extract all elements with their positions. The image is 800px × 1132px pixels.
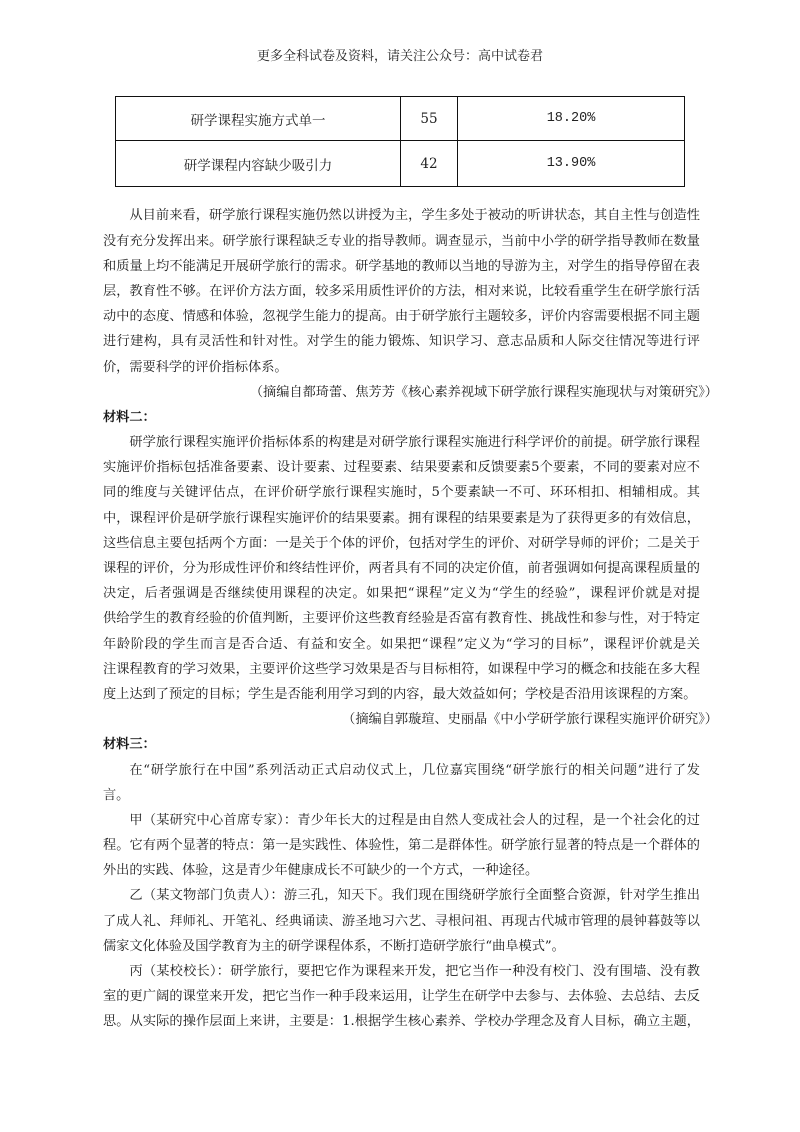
text-line: 没有充分发挥出来。研学旅行课程缺乏专业的指导教师。调查显示，当前中小学的研学指导教师在数量 xyxy=(103,233,700,249)
text-line: 言。 xyxy=(103,787,130,803)
text-line: 决定，后者强调是否继续使用课程的决定。如果把“课程”定义为“学生的经验”，课程评价就是对提 xyxy=(103,586,700,602)
table-cell-item: 研学课程内容缺少吸引力 xyxy=(116,141,401,187)
speaker-yi-paragraph xyxy=(103,883,700,959)
material2-paragraph xyxy=(103,430,700,707)
text-line: 这些信息主要包括两个方面：一是关于个体的评价，包括对学生的评价、对研学导师的评价；二是关于 xyxy=(103,535,700,551)
text-line: 甲（某研究中心首席专家）：青少年长大的过程是由自然人变成社会人的过程，是一个社会化的过 xyxy=(129,812,700,828)
survey-table xyxy=(115,96,685,187)
text-line: 课程的评价，分为形成性评价和终结性评价，两者具有不同的决定价值，前者强调如何提高课程质量的 xyxy=(103,561,700,577)
text-line: 了成人礼、拜师礼、开笔礼、经典诵读、游圣地习六艺、寻根问祖、再现古代城市管理的晨钟暮鼓等以 xyxy=(103,913,700,929)
table-cell-item: 研学课程实施方式单一 xyxy=(116,97,401,141)
text-line: 在“研学旅行在中国”系列活动正式启动仪式上，几位嘉宾围绕“研学旅行的相关问题”进行了发 xyxy=(129,762,700,778)
text-line: 进行建构，具有灵活性和针对性。对学生的能力锻炼、知识学习、意志品质和人际交往情况等进行评 xyxy=(103,334,700,350)
text-line: 中，课程评价是研学旅行课程实施评价的结果要素。拥有课程的结果要素是为了获得更多的有效信息， xyxy=(103,510,700,526)
header-notice: 更多全科试卷及资料，请关注公众号：高中试卷君 xyxy=(256,49,543,64)
text-line: 室的更广阔的课堂来开发，把它当作一种手段来运用，让学生在研学中去参与、去体验、去总结、去反 xyxy=(103,989,700,1005)
text-line: 思。从实际的操作层面上来讲，主要是：1.根据学生核心素养、学校办学理念及育人目标，确立主题， xyxy=(103,1014,700,1030)
material1-paragraph xyxy=(103,203,700,379)
text-line: 从目前来看，研学旅行课程实施仍然以讲授为主，学生多处于被动的听讲状态，其自主性与创造性 xyxy=(129,208,700,224)
material-heading: 材料二： xyxy=(103,409,156,425)
text-line: 和质量上均不能满足开展研学旅行的需求。研学基地的教师以当地的导游为主，对学生的指导停留在表 xyxy=(103,258,700,274)
text-line: 外出的实践、体验，这是青少年健康成长不可缺少的一个方式，一种途径。 xyxy=(103,863,539,879)
text-line: 动中的态度、情感和体验，忽视学生能力的提高。由于研学旅行主题较多，评价内容需要根据不同主题 xyxy=(103,309,700,325)
material-heading: 材料三： xyxy=(103,737,156,753)
table-cell-count: 55 xyxy=(401,97,458,141)
text-line: 层，教育性不够。在评价方法方面，较多采用质性评价的方法，相对来说，比较看重学生在研学旅行活 xyxy=(103,283,700,299)
text-line: 年龄阶段的学生而言是否合适、有益和安全。如果把“课程”定义为“学习的目标”，课程评价就是关 xyxy=(103,636,700,652)
material3-intro-paragraph xyxy=(103,758,700,808)
text-line: 注课程教育的学习效果，主要评价这些学习效果是否与目标相符，如课程中学习的概念和技能在多大程 xyxy=(103,661,700,677)
citation: （摘编自都琦蕾、焦芳芳《核心素养视域下研学旅行课程实施现状与对策研究》） xyxy=(249,384,718,400)
text-line: 丙（某校校长）：研学旅行，要把它作为课程来开发，把它当作一种没有校门、没有围墙、没有教 xyxy=(129,964,700,980)
text-line: 度上达到了预定的目标；学生是否能利用学习到的内容，最大效益如何；学校是否沿用该课程的方案。 xyxy=(103,686,697,702)
table-row xyxy=(116,97,685,141)
text-line: 程。它有两个显著的特点：第一是实践性、体验性，第二是群体性。研学旅行显著的特点是一个群体的 xyxy=(103,838,700,854)
text-line: 实施评价指标包括准备要素、设计要素、过程要素、结果要素和反馈要素5个要素，不同的要素对应不 xyxy=(103,460,700,476)
speaker-jia-paragraph xyxy=(103,808,700,884)
body-text xyxy=(103,203,718,1034)
table-cell-count: 42 xyxy=(401,141,458,187)
text-line: 乙（某文物部门负责人）：游三孔，知天下。我们现在围绕研学旅行全面整合资源，针对学生推出 xyxy=(129,888,700,904)
table-cell-percent: 18.20% xyxy=(458,97,685,141)
speaker-bing-paragraph xyxy=(103,959,700,1035)
text-line: 研学旅行课程实施评价指标体系的构建是对研学旅行课程实施进行科学评价的前提。研学旅行课程 xyxy=(129,435,700,451)
text-line: 儒家文化体验及国学教育为主的研学课程体系，不断打造研学旅行“曲阜模式”。 xyxy=(103,938,565,954)
text-line: 供给学生的教育经验的价值判断，主要评价这些教育经验是否富有教育性、挑战性和参与性，对于特定 xyxy=(103,611,700,627)
text-line: 同的维度与关键评估点，在评价研学旅行课程实施时，5个要素缺一不可、环环相扣、相辅相成。其 xyxy=(103,485,700,501)
text-line: 价，需要科学的评价指标体系。 xyxy=(103,359,288,375)
table-cell-percent: 13.90% xyxy=(458,141,685,187)
citation: （摘编自郭璇瑄、史丽晶《中小学研学旅行课程实施评价研究》） xyxy=(342,712,718,728)
table-row xyxy=(116,141,685,187)
